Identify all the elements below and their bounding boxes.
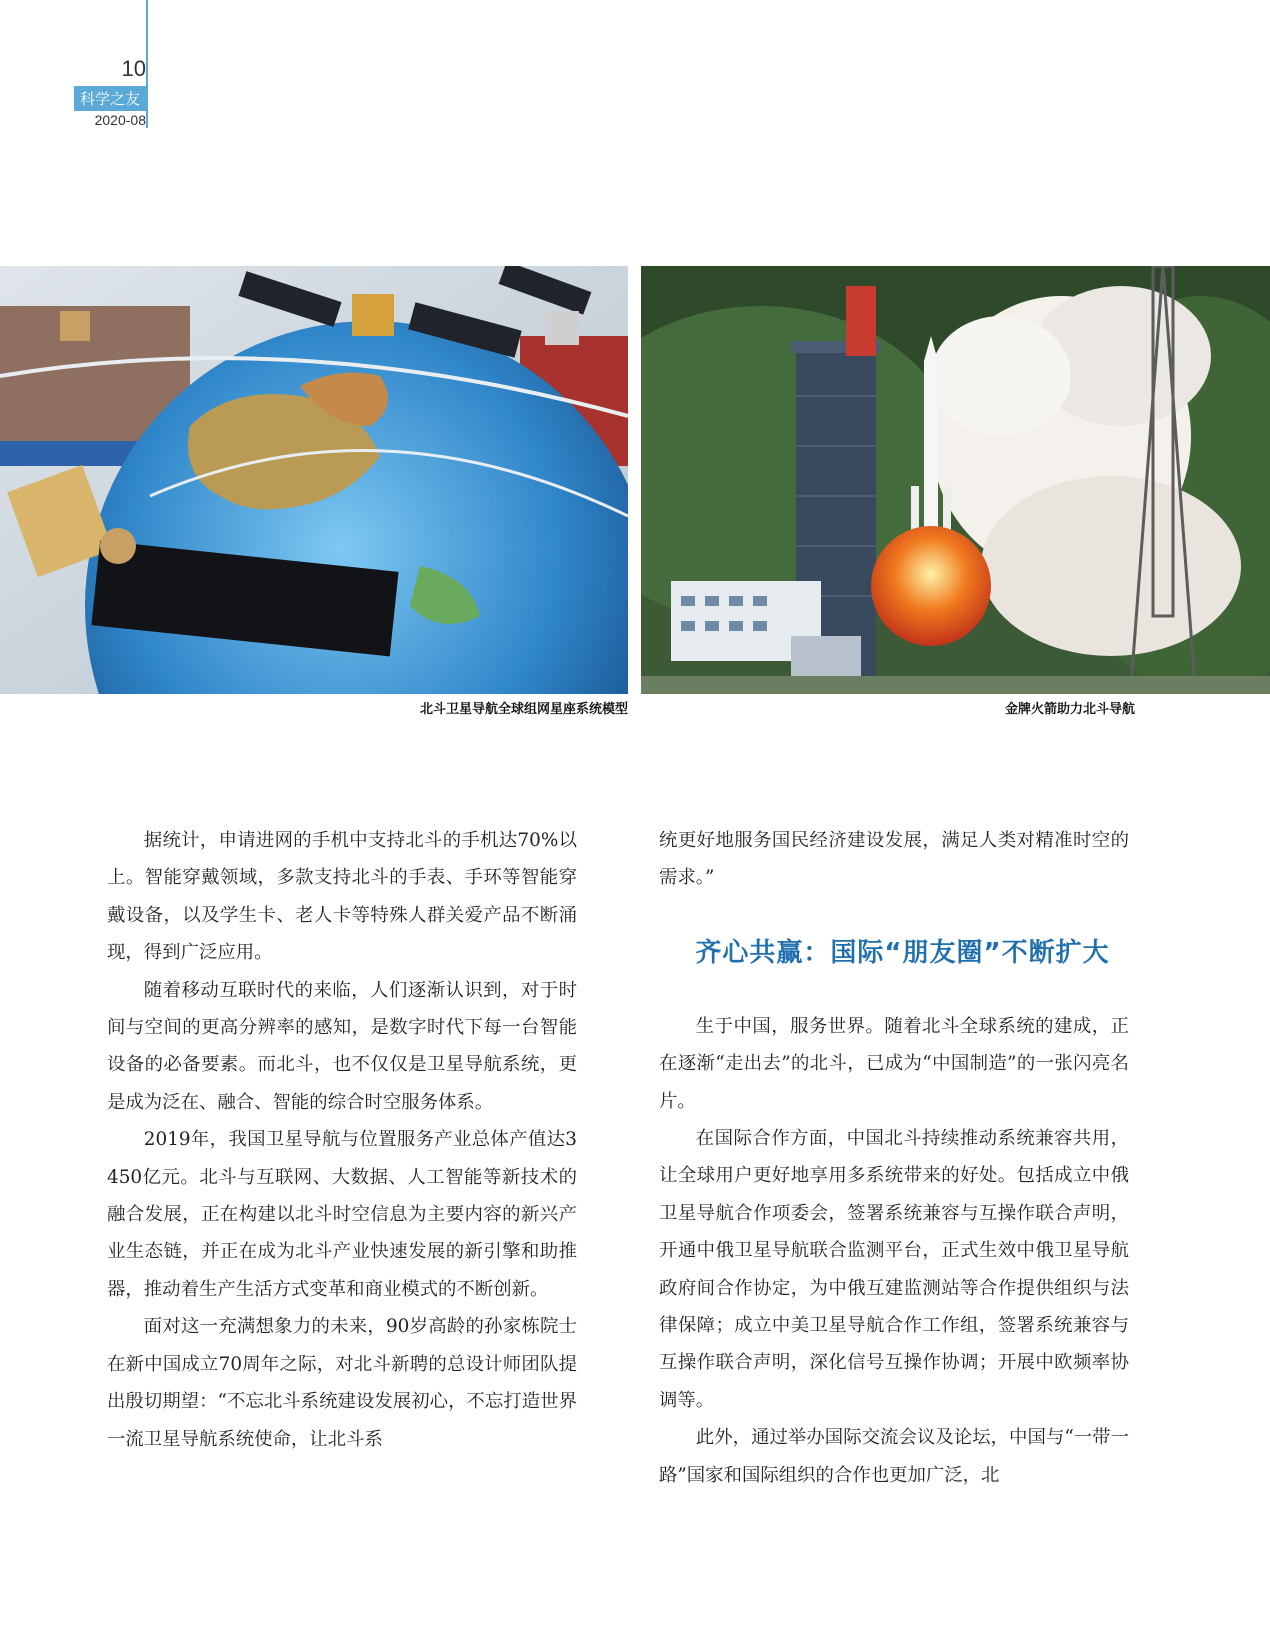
body-paragraph: 在国际合作方面，中国北斗持续推动系统兼容共用，让全球用户更好地享用多系统带来的好处。包括成立中俄卫星导航合作项委会，签署系统兼容与互操作联合声明，开通中俄卫星导航联合监测平台，正式生效中俄卫星导航政府间合作协定，为中俄互建监测站等合作提供组织与法律保障；成立中美卫星导航合作工作组，签署系统兼容与互操作联合声明，深化信号互操作协调；开展中欧频率协调等。 <box>659 1128 1129 1411</box>
right-column <box>659 822 1129 1494</box>
body-paragraph: 随着移动互联时代的来临，人们逐渐认识到，对于时间与空间的更高分辨率的感知，是数字时代下每一台智能设备的必备要素。而北斗，也不仅仅是卫星导航系统，更是成为泛在、融合、智能的综合时空服务体系。 <box>107 979 577 1113</box>
photo-caption-left: 北斗卫星导航全球组网星座系统模型 <box>419 702 628 717</box>
photo-caption-right: 金牌火箭助力北斗导航 <box>1004 702 1135 717</box>
issue-date: 2020-08 <box>94 112 146 128</box>
body-paragraph: 据统计，申请进网的手机中支持北斗的手机达70%以上。智能穿戴领域，多款支持北斗的手表、手环等智能穿戴设备，以及学生卡、老人卡等特殊人群关爱产品不断涌现，得到广泛应用。 <box>107 830 577 964</box>
body-paragraph: 此外，通过举办国际交流会议及论坛，中国与“一带一路”国家和国际组织的合作也更加广泛，北 <box>659 1427 1129 1486</box>
page-number: 10 <box>121 56 146 81</box>
page-rule <box>146 0 148 128</box>
magazine-name: 科学之友 <box>74 86 146 111</box>
satellite-globe-photo <box>0 266 628 694</box>
body-paragraph: 2019年，我国卫星导航与位置服务产业总体产值达3 450亿元。北斗与互联网、大数据、人工智能等新技术的融合发展，正在构建以北斗时空信息为主要内容的新兴产业生态链，并正在成为北斗产业快速发展的新引擎和助推器，推动着生产生活方式变革和商业模式的不断创新。 <box>107 1129 577 1300</box>
continued-paragraph: 统更好地服务国民经济建设发展，满足人类对精准时空的需求。” <box>659 830 1129 889</box>
rocket-launch-photo <box>641 266 1270 694</box>
body-paragraph: 面对这一充满想象力的未来，90岁高龄的孙家栋院士在新中国成立70周年之际，对北斗新聘的总设计师团队提出殷切期望：“不忘北斗系统建设发展初心，不忘打造世界一流卫星导航系统使命，让北斗系 <box>107 1316 577 1450</box>
left-column <box>107 822 577 1458</box>
section-heading: 齐心共赢：国际“朋友圈”不断扩大 <box>695 937 1110 968</box>
body-paragraph: 生于中国，服务世界。随着北斗全球系统的建成，正在逐渐“走出去”的北斗，已成为“中国制造”的一张闪亮名片。 <box>659 1015 1129 1112</box>
